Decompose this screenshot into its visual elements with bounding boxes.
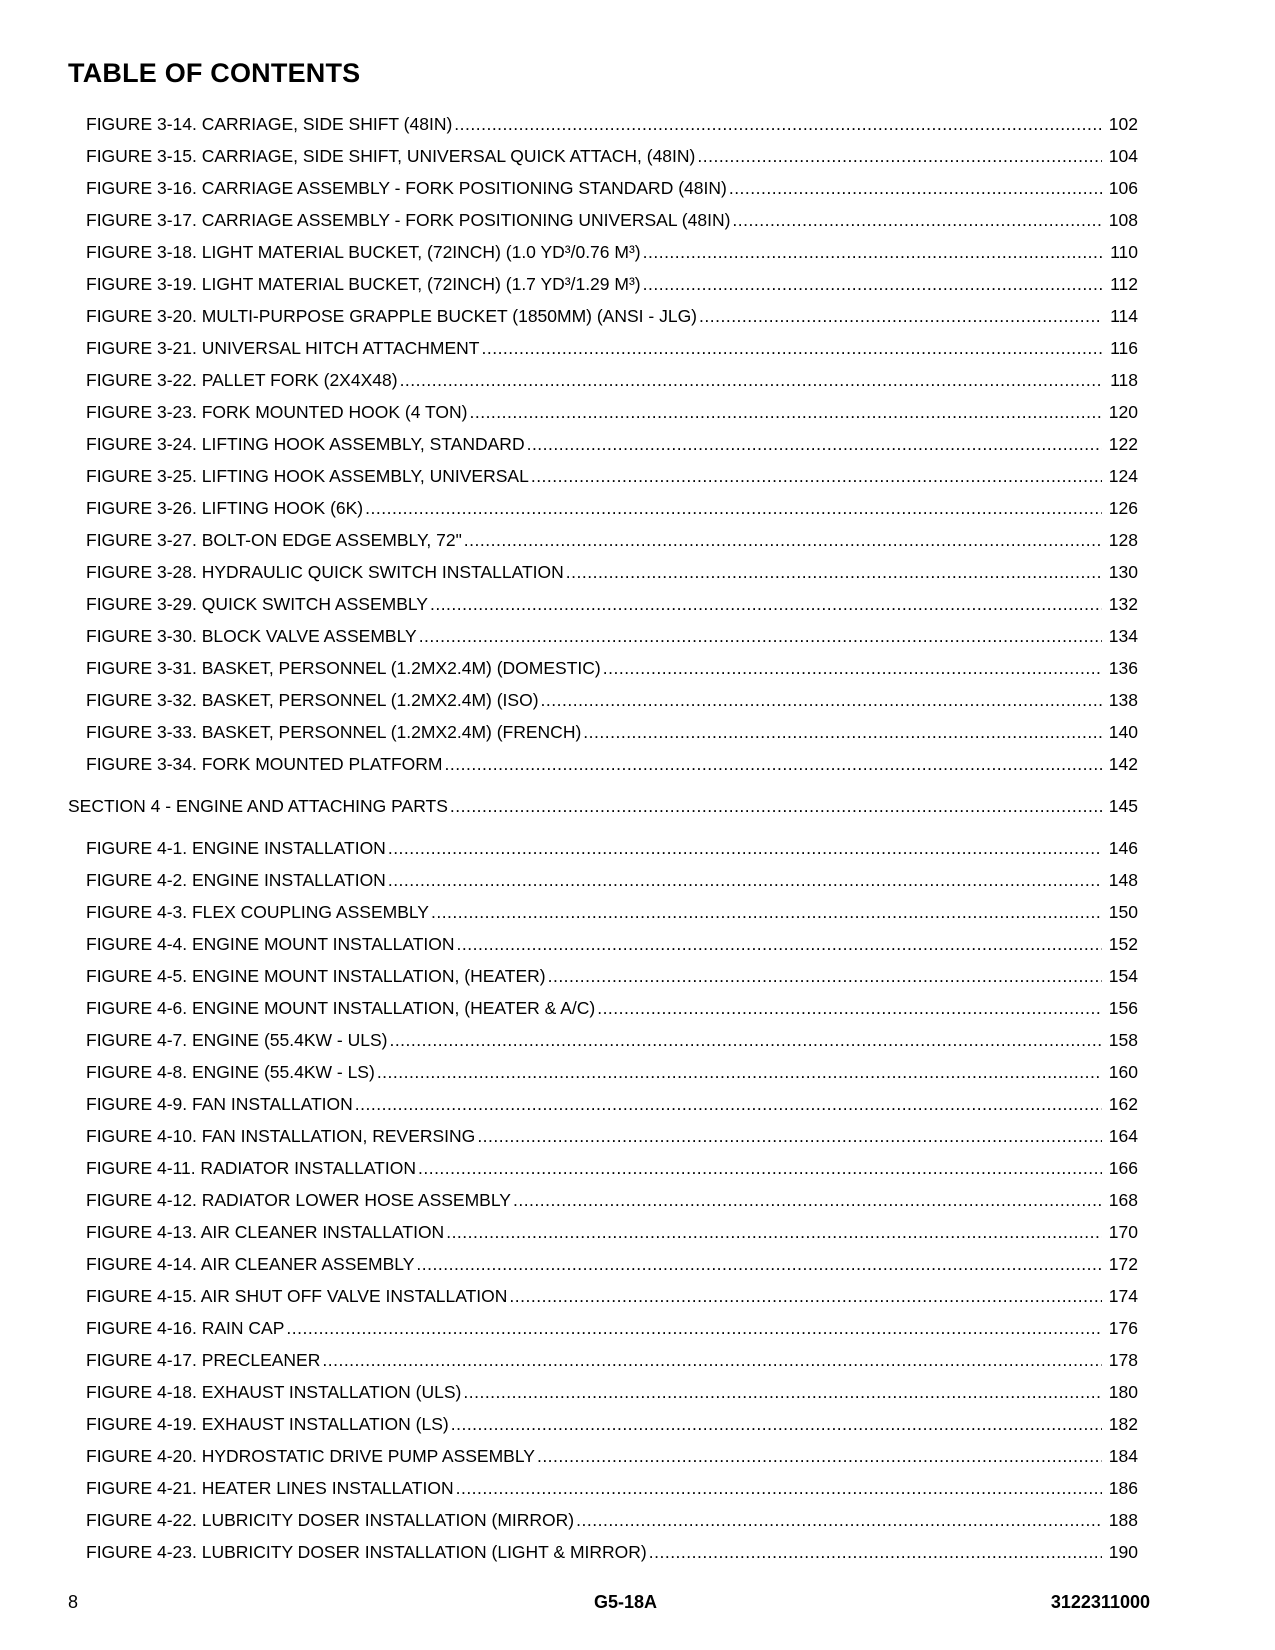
dot-leader [583, 716, 1102, 748]
toc-entry-title: FIGURE 4-10. FAN INSTALLATION, REVERSING [86, 1126, 476, 1146]
toc-entry[interactable] [0, 460, 1275, 492]
toc-entry[interactable] [0, 588, 1275, 620]
toc-entry[interactable] [0, 108, 1275, 140]
dot-leader [649, 1536, 1102, 1568]
dot-leader [388, 832, 1102, 864]
toc-entry-page-number: 188 [1108, 1510, 1138, 1530]
toc-entry-title: FIGURE 4-12. RADIATOR LOWER HOSE ASSEMBLY [86, 1190, 511, 1210]
dot-leader [732, 204, 1102, 236]
dot-leader [699, 300, 1102, 332]
toc-entry-page-number: 150 [1108, 902, 1138, 922]
dot-leader [365, 492, 1102, 524]
toc-entry-title: FIGURE 3-25. LIFTING HOOK ASSEMBLY, UNIVERSAL [86, 466, 529, 486]
toc-entry-page-number: 136 [1108, 658, 1138, 678]
toc-entry-page-number: 186 [1108, 1478, 1138, 1498]
dot-leader [389, 1024, 1102, 1056]
toc-entry[interactable] [0, 1248, 1275, 1280]
toc-entry-title: FIGURE 4-3. FLEX COUPLING ASSEMBLY [86, 902, 429, 922]
toc-entry-title: SECTION 4 - ENGINE AND ATTACHING PARTS [68, 796, 448, 816]
toc-entry-page-number: 118 [1110, 370, 1138, 390]
toc-entry-page-number: 170 [1108, 1222, 1138, 1242]
toc-entry[interactable] [0, 1088, 1275, 1120]
dot-leader [603, 652, 1102, 684]
toc-entry-title: FIGURE 3-26. LIFTING HOOK (6K) [86, 498, 364, 518]
dot-leader [286, 1312, 1102, 1344]
toc-entry-page-number: 178 [1108, 1350, 1138, 1370]
toc-entry-page-number: 146 [1108, 838, 1138, 858]
toc-entry[interactable] [0, 652, 1275, 684]
dot-leader [643, 268, 1102, 300]
toc-entry-page-number: 160 [1108, 1062, 1138, 1082]
toc-entry[interactable] [0, 1312, 1275, 1344]
page-title: TABLE OF CONTENTS [68, 58, 361, 88]
toc-entry[interactable] [0, 364, 1275, 396]
toc-entry[interactable] [0, 492, 1275, 524]
toc-entry-title: FIGURE 3-18. LIGHT MATERIAL BUCKET, (72INCH) (1.0 YD³/0.76 M³) [86, 242, 641, 262]
dot-leader [597, 992, 1102, 1024]
toc-entry-page-number: 184 [1108, 1446, 1138, 1466]
toc-entry-title: FIGURE 4-9. FAN INSTALLATION [86, 1094, 353, 1114]
dot-leader [463, 1376, 1102, 1408]
toc-entry[interactable] [0, 524, 1275, 556]
toc-entry[interactable] [0, 556, 1275, 588]
toc-entry[interactable] [0, 992, 1275, 1024]
toc-entry[interactable] [0, 928, 1275, 960]
toc-entry[interactable] [0, 832, 1275, 864]
toc-entry[interactable] [0, 1408, 1275, 1440]
dot-leader [697, 140, 1102, 172]
toc-entry[interactable] [0, 1216, 1275, 1248]
toc-entry-page-number: 116 [1110, 338, 1138, 358]
toc-entry-title: FIGURE 3-22. PALLET FORK (2X4X48) [86, 370, 398, 390]
toc-entry[interactable] [0, 1024, 1275, 1056]
toc-entry-title: FIGURE 4-6. ENGINE MOUNT INSTALLATION, (HEATER & A/C) [86, 998, 596, 1018]
toc-entry-title: FIGURE 3-23. FORK MOUNTED HOOK (4 TON) [86, 402, 468, 422]
dot-leader [419, 620, 1102, 652]
toc-entry-title: FIGURE 3-30. BLOCK VALVE ASSEMBLY [86, 626, 417, 646]
toc-entry-title: FIGURE 3-16. CARRIAGE ASSEMBLY - FORK POSITIONING STANDARD (48IN) [86, 178, 727, 198]
toc-entry-page-number: 128 [1108, 530, 1138, 550]
table-of-contents [0, 108, 1275, 1568]
dot-leader [566, 556, 1102, 588]
toc-entry-page-number: 162 [1108, 1094, 1138, 1114]
dot-leader [457, 928, 1102, 960]
toc-entry-page-number: 145 [1108, 796, 1138, 816]
toc-entry[interactable] [0, 620, 1275, 652]
toc-entry[interactable] [0, 172, 1275, 204]
dot-leader [445, 748, 1102, 780]
dot-leader [548, 960, 1102, 992]
toc-entry-page-number: 114 [1110, 306, 1138, 326]
toc-entry-title: FIGURE 4-1. ENGINE INSTALLATION [86, 838, 386, 858]
toc-entry-page-number: 112 [1110, 274, 1138, 294]
dot-leader [729, 172, 1102, 204]
toc-entry[interactable] [0, 1152, 1275, 1184]
dot-leader [477, 1120, 1102, 1152]
toc-entry-title: FIGURE 4-23. LUBRICITY DOSER INSTALLATION (LIGHT & MIRROR) [86, 1542, 647, 1562]
toc-entry[interactable] [0, 748, 1275, 780]
toc-entry-title: FIGURE 4-8. ENGINE (55.4KW - LS) [86, 1062, 375, 1082]
toc-entry-title: FIGURE 4-21. HEATER LINES INSTALLATION [86, 1478, 454, 1498]
toc-entry-page-number: 174 [1108, 1286, 1138, 1306]
dot-leader [388, 864, 1102, 896]
toc-entry-title: FIGURE 4-20. HYDROSTATIC DRIVE PUMP ASSEMBLY [86, 1446, 535, 1466]
toc-entry-page-number: 120 [1108, 402, 1138, 422]
toc-entry[interactable] [0, 684, 1275, 716]
toc-entry-title: FIGURE 3-14. CARRIAGE, SIDE SHIFT (48IN) [86, 114, 453, 134]
toc-entry-page-number: 166 [1108, 1158, 1138, 1178]
dot-leader [416, 1248, 1102, 1280]
toc-entry-page-number: 130 [1108, 562, 1138, 582]
toc-entry-title: FIGURE 3-31. BASKET, PERSONNEL (1.2MX2.4M) (DOMESTIC) [86, 658, 601, 678]
toc-entry-page-number: 190 [1108, 1542, 1138, 1562]
dot-leader [450, 790, 1102, 822]
toc-entry[interactable] [0, 1504, 1275, 1536]
toc-entry-title: FIGURE 4-14. AIR CLEANER ASSEMBLY [86, 1254, 415, 1274]
toc-entry-title: FIGURE 4-15. AIR SHUT OFF VALVE INSTALLATION [86, 1286, 508, 1306]
toc-entry-page-number: 138 [1108, 690, 1138, 710]
dot-leader [643, 236, 1102, 268]
toc-entry-page-number: 132 [1108, 594, 1138, 614]
toc-entry[interactable] [0, 396, 1275, 428]
toc-entry[interactable] [0, 332, 1275, 364]
dot-leader [454, 108, 1102, 140]
dot-leader [430, 588, 1102, 620]
dot-leader [513, 1184, 1102, 1216]
toc-entry-page-number: 148 [1108, 870, 1138, 890]
dot-leader [446, 1216, 1102, 1248]
toc-entry-page-number: 154 [1108, 966, 1138, 986]
dot-leader [418, 1152, 1102, 1184]
toc-entry-page-number: 104 [1108, 146, 1138, 166]
toc-entry-page-number: 156 [1108, 998, 1138, 1018]
toc-entry-page-number: 134 [1108, 626, 1138, 646]
toc-entry-title: FIGURE 3-21. UNIVERSAL HITCH ATTACHMENT [86, 338, 480, 358]
toc-entry[interactable] [0, 1536, 1275, 1568]
toc-entry-title: FIGURE 3-19. LIGHT MATERIAL BUCKET, (72INCH) (1.7 YD³/1.29 M³) [86, 274, 641, 294]
toc-entry-title: FIGURE 3-29. QUICK SWITCH ASSEMBLY [86, 594, 428, 614]
toc-entry[interactable] [0, 1344, 1275, 1376]
toc-entry[interactable] [0, 204, 1275, 236]
toc-entry[interactable] [0, 428, 1275, 460]
toc-entry-title: FIGURE 3-33. BASKET, PERSONNEL (1.2MX2.4M) (FRENCH) [86, 722, 582, 742]
dot-leader [355, 1088, 1102, 1120]
toc-entry-page-number: 140 [1108, 722, 1138, 742]
toc-entry-page-number: 106 [1108, 178, 1138, 198]
toc-entry-title: FIGURE 4-5. ENGINE MOUNT INSTALLATION, (HEATER) [86, 966, 546, 986]
toc-entry-title: FIGURE 3-32. BASKET, PERSONNEL (1.2MX2.4M) (ISO) [86, 690, 539, 710]
toc-entry[interactable] [0, 300, 1275, 332]
toc-entry-title: FIGURE 3-27. BOLT-ON EDGE ASSEMBLY, 72" [86, 530, 462, 550]
dot-leader [576, 1504, 1102, 1536]
dot-leader [527, 428, 1102, 460]
toc-entry-title: FIGURE 4-16. RAIN CAP [86, 1318, 285, 1338]
toc-entry-page-number: 142 [1108, 754, 1138, 774]
toc-entry-page-number: 102 [1108, 114, 1138, 134]
toc-entry-page-number: 164 [1108, 1126, 1138, 1146]
page-footer [0, 1592, 1275, 1616]
toc-entry-title: FIGURE 3-28. HYDRAULIC QUICK SWITCH INSTALLATION [86, 562, 564, 582]
footer-page-number: 8 [68, 1592, 79, 1612]
dot-leader [541, 684, 1102, 716]
toc-entry[interactable] [0, 960, 1275, 992]
toc-entry[interactable] [0, 864, 1275, 896]
dot-leader [531, 460, 1102, 492]
toc-entry-title: FIGURE 3-20. MULTI-PURPOSE GRAPPLE BUCKET (1850MM) (ANSI - JLG) [86, 306, 698, 326]
toc-entry-page-number: 124 [1108, 466, 1138, 486]
toc-entry-title: FIGURE 3-24. LIFTING HOOK ASSEMBLY, STANDARD [86, 434, 525, 454]
toc-entry-page-number: 158 [1108, 1030, 1138, 1050]
toc-entry-page-number: 126 [1108, 498, 1138, 518]
toc-entry-title: FIGURE 3-15. CARRIAGE, SIDE SHIFT, UNIVERSAL QUICK ATTACH, (48IN) [86, 146, 696, 166]
toc-entry[interactable] [0, 140, 1275, 172]
dot-leader [451, 1408, 1102, 1440]
dot-leader [509, 1280, 1102, 1312]
toc-entry[interactable] [0, 896, 1275, 928]
dot-leader [431, 896, 1102, 928]
dot-leader [322, 1344, 1102, 1376]
toc-entry-title: FIGURE 4-7. ENGINE (55.4KW - ULS) [86, 1030, 388, 1050]
toc-entry-page-number: 176 [1108, 1318, 1138, 1338]
toc-section-entry[interactable] [0, 790, 1275, 822]
dot-leader [481, 332, 1102, 364]
dot-leader [464, 524, 1102, 556]
toc-entry-page-number: 122 [1108, 434, 1138, 454]
toc-entry-page-number: 108 [1108, 210, 1138, 230]
toc-entry-page-number: 168 [1108, 1190, 1138, 1210]
toc-entry-title: FIGURE 4-4. ENGINE MOUNT INSTALLATION [86, 934, 455, 954]
toc-entry[interactable] [0, 1376, 1275, 1408]
dot-leader [377, 1056, 1102, 1088]
toc-entry-title: FIGURE 3-17. CARRIAGE ASSEMBLY - FORK POSITIONING UNIVERSAL (48IN) [86, 210, 731, 230]
dot-leader [537, 1440, 1102, 1472]
toc-entry-title: FIGURE 4-17. PRECLEANER [86, 1350, 321, 1370]
toc-entry-title: FIGURE 4-11. RADIATOR INSTALLATION [86, 1158, 416, 1178]
dot-leader [400, 364, 1102, 396]
toc-entry-title: FIGURE 4-22. LUBRICITY DOSER INSTALLATION (MIRROR) [86, 1510, 575, 1530]
toc-entry[interactable] [0, 1280, 1275, 1312]
toc-entry-page-number: 110 [1110, 242, 1138, 262]
toc-entry-page-number: 180 [1108, 1382, 1138, 1402]
toc-entry-page-number: 182 [1108, 1414, 1138, 1434]
toc-entry-title: FIGURE 4-18. EXHAUST INSTALLATION (ULS) [86, 1382, 462, 1402]
toc-entry[interactable] [0, 716, 1275, 748]
toc-entry[interactable] [0, 268, 1275, 300]
footer-document-number: 3122311000 [1050, 1592, 1150, 1612]
toc-entry[interactable] [0, 236, 1275, 268]
toc-entry-title: FIGURE 3-34. FORK MOUNTED PLATFORM [86, 754, 443, 774]
toc-entry[interactable] [0, 1120, 1275, 1152]
toc-entry-page-number: 152 [1108, 934, 1138, 954]
toc-entry[interactable] [0, 1440, 1275, 1472]
toc-entry[interactable] [0, 1184, 1275, 1216]
toc-entry-title: FIGURE 4-13. AIR CLEANER INSTALLATION [86, 1222, 445, 1242]
toc-entry-page-number: 172 [1108, 1254, 1138, 1274]
footer-model: G5-18A [594, 1592, 658, 1612]
dot-leader [456, 1472, 1102, 1504]
dot-leader [469, 396, 1102, 428]
toc-entry[interactable] [0, 1472, 1275, 1504]
toc-entry-title: FIGURE 4-2. ENGINE INSTALLATION [86, 870, 386, 890]
toc-entry[interactable] [0, 1056, 1275, 1088]
toc-entry-title: FIGURE 4-19. EXHAUST INSTALLATION (LS) [86, 1414, 449, 1434]
